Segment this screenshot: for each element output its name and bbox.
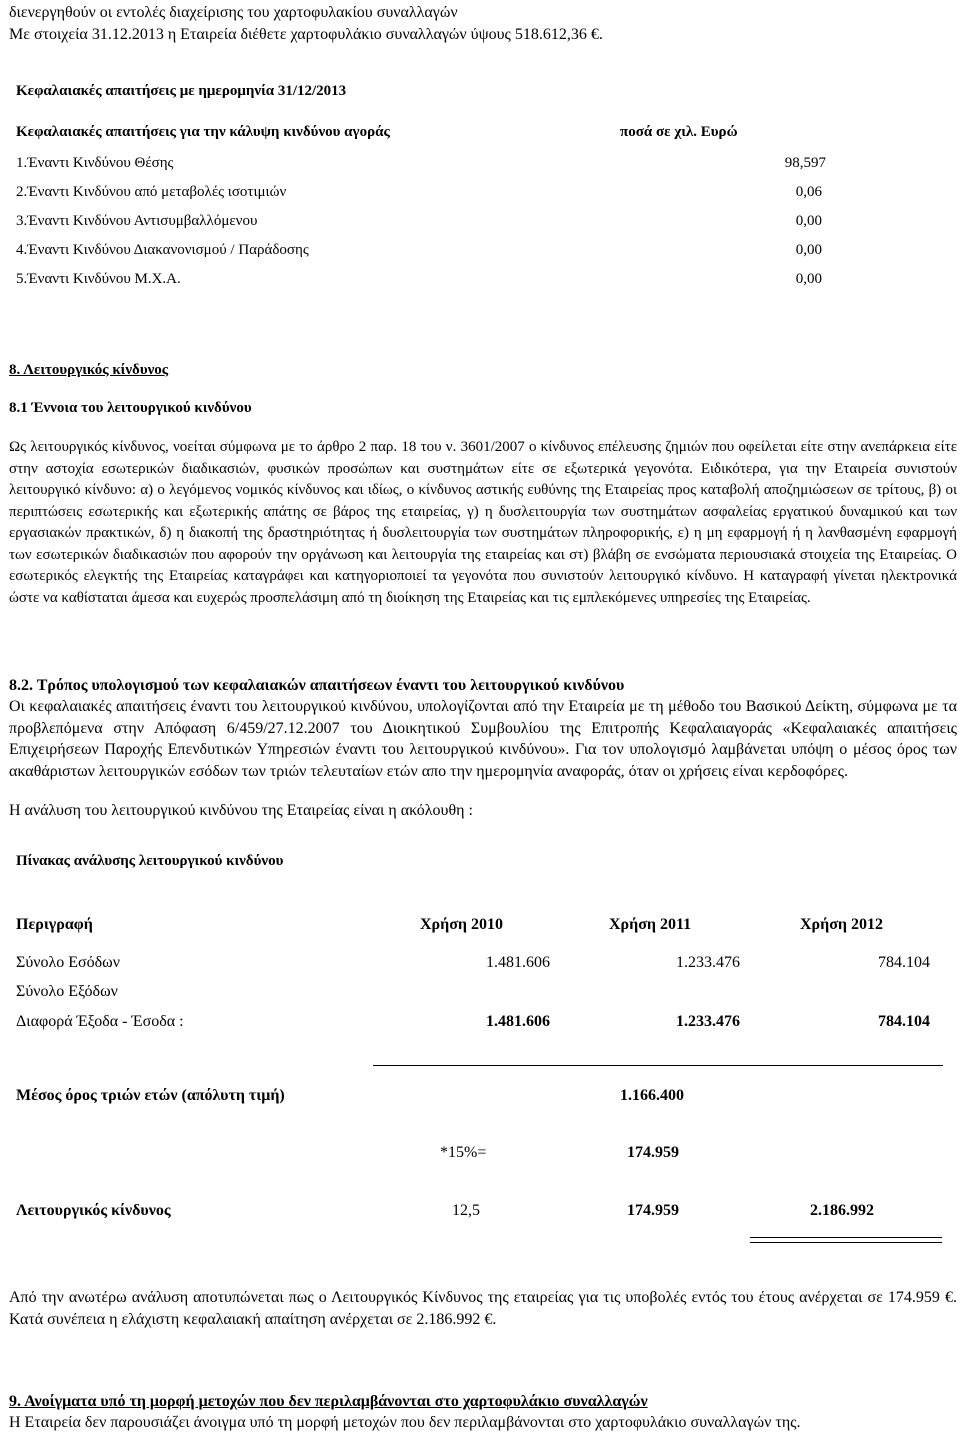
intro-line-2: Με στοιχεία 31.12.2013 η Εταιρεία διέθετε χαρτοφυλάκιο συναλλαγών ύψους 518.612,36 €. (9, 26, 603, 43)
section-8-2-paragraph: Οι κεφαλαιακές απαιτήσεις έναντι του λειτουργικού κινδύνου, υπολογίζονται από την Εταιρεία με τη μέθοδο του Βασικού Δείκτη, σύμφωνα με τα προβλεπόμενα στην Απόφαση 6/459/27.12.2007 του Διοικητικού Συμβουλίου της Επιτροπής Κεφαλαιαγοράς «Κεφαλαιακές απαιτήσεις Επιχειρήσεων Παροχής Επενδυτικών Υπηρεσιών έναντι του λειτουργικού κινδύνου». Για τον υπολογισμό λαμβάνεται υπόψη ο μέσος όρος των ακαθάριστων λειτουργικών εσόδων των τριών τελευταίων ετών απο την ημερομηνία αναφοράς, όταν οι χρήσεις είναι κερδοφόρες. (9, 698, 957, 780)
capital-row-value: 0,06 (795, 184, 822, 200)
section-8-1-paragraph (9, 437, 957, 609)
table-oprisk-result: 2.186.992 (810, 1202, 874, 1219)
section-8-1-text-a: Ως λειτουργικός κίνδυνος, νοείται σύμφωνα με το άρθρο 2 παρ. 18 του ν. 3601/2007 ο κίνδυνος επέλευσης ζημιών που οφείλεται είτε στην ανεπάρκεια είτε στην αστοχία εσωτερικών διαδικασιών, φυσικών προσώπων και συστημάτων είτε σε εξωτερικά γεγονότα. (9, 439, 957, 477)
table-row-diff-2010: 1.481.606 (486, 1013, 550, 1030)
table-oprisk-value: 174.959 (627, 1202, 679, 1219)
section-8-2-title: 8.2. Τρόπος υπολογισμού των κεφαλαιακών απαιτήσεων έναντι του λειτουργικού κινδύνου (9, 677, 625, 694)
conclusion-paragraph: Από την ανωτέρω ανάλυση αποτυπώνεται πως ο Λειτουργικός Κίνδυνος της εταιρείας για τις υποβολές εντός του έτους ανέρχεται σε 174.959 €. Κατά συνέπεια η ελάχιστη κεφαλαιακή απαίτηση ανέρχεται σε 2.186.992 €. (9, 1289, 957, 1328)
table-average-value: 1.166.400 (620, 1087, 684, 1104)
intro-line-1: διενεργηθούν οι εντολές διαχείρισης του χαρτοφυλακίου συναλλαγών (9, 4, 458, 21)
section-8-1-title: 8.1 Έννοια του λειτουργικού κινδύνου (9, 400, 252, 416)
capital-row-value: 0,00 (795, 242, 822, 258)
table-percent-label: *15%= (440, 1144, 487, 1161)
table-percent-value: 174.959 (627, 1144, 679, 1161)
table-row-diff-2011: 1.233.476 (676, 1013, 740, 1030)
capital-row-label: 1.Έναντι Κινδύνου Θέσης (16, 155, 174, 171)
capital-row-value: 0,00 (795, 271, 822, 287)
table-row-income-2011: 1.233.476 (676, 954, 740, 971)
table-title: Πίνακας ανάλυσης λειτουργικού κινδύνου (16, 853, 284, 869)
capital-row-label: 4.Έναντι Κινδύνου Διακανονισμού / Παράδοσης (16, 242, 309, 258)
table-row-expense-label: Σύνολο Εξόδων (16, 983, 118, 1000)
table-oprisk-factor: 12,5 (452, 1202, 480, 1219)
table-divider (373, 1065, 943, 1066)
capital-heading: Κεφαλαιακές απαιτήσεις με ημερομηνία 31/12/2013 (16, 83, 347, 99)
table-oprisk-label: Λειτουργικός κίνδυνος (16, 1202, 171, 1219)
table-row-income-2012: 784.104 (878, 954, 930, 971)
section-9-text: Η Εταιρεία δεν παρουσιάζει άνοιγμα υπό τη μορφή μετοχών που δεν περιλαμβάνονται στο χαρτοφυλάκιο συναλλαγών της. (9, 1414, 801, 1431)
table-row-income-2010: 1.481.606 (486, 954, 550, 971)
table-header-description: Περιγραφή (16, 916, 93, 933)
capital-row-value: 0,00 (795, 213, 822, 229)
table-row-income-label: Σύνολο Εσόδων (16, 954, 120, 971)
double-underline-top (750, 1237, 942, 1238)
double-underline-bottom (750, 1242, 942, 1243)
table-header-2011: Χρήση 2011 (609, 916, 692, 933)
capital-row-value: 98,597 (784, 155, 826, 171)
section-8-1-text-b: Ειδικότερα, για την Εταιρεία συνιστούν λειτουργικό κίνδυνο: α) ο λεγόμενος νομικός κίνδυνος και ιδίως, ο κίνδυνος αστικής ευθύνης της Εταιρείας προς καταβολή αποζημιώσεων σε τρίτους, β) οι περιπτώσεις εσωτερικής και εξωτερικής απάτης σε βάρος της εταιρείας, γ) η δυσλειτουργία των συστημάτων ασφαλείας εργατικού δυναμικού και των εργασιακών πρακτικών, δ) η διακοπή της δραστηριότητας ή δυσλειτουργία των συστημάτων πληροφορικής, ε) η μη εφαρμογή ή η λανθασμένη εφαρμογή των εσωτερικών διαδικασιών που αφορούν την οργάνωση και λειτουργία της εταιρείας και στ) βλάβη σε ενσώματα περιουσιακά στοιχεία της Εταιρείας. Ο εσωτερικός ελεγκτής της Εταιρείας καταγράφει και κατηγοριοποιεί τα γεγονότα που συνιστούν λειτουργικό κίνδυνο. Η καταγραφή γίνεται ηλεκτρονικά ώστε να καθίσταται άμεσα και ευχερώς προσπελάσιμη από τη διοίκηση της Εταιρείας και τις εμπλεκόμενες υπηρεσίες της Εταιρείας. (9, 460, 958, 606)
section-8-title: 8. Λειτουργικός κίνδυνος (9, 362, 169, 378)
capital-row-label: 2.Έναντι Κινδύνου από μεταβολές ισοτιμιών (16, 184, 287, 200)
table-header-2010: Χρήση 2010 (420, 916, 503, 933)
section-8-2-intro: Η ανάλυση του λειτουργικού κινδύνου της Εταιρείας είναι η ακόλουθη : (9, 802, 473, 819)
table-row-diff-2012: 784.104 (878, 1013, 930, 1030)
table-average-label: Μέσος όρος τριών ετών (απόλυτη τιμή) (16, 1087, 285, 1104)
table-header-2012: Χρήση 2012 (800, 916, 883, 933)
capital-row-label: 3.Έναντι Κινδύνου Αντισυμβαλλόμενου (16, 213, 258, 229)
capital-row-label: 5.Έναντι Κινδύνου Μ.Χ.Α. (16, 271, 181, 287)
section-9-title: 9. Ανοίγματα υπό τη μορφή μετοχών που δεν περιλαμβάνονται στο χαρτοφυλάκιο συναλλαγών (9, 1393, 648, 1410)
capital-subheading: Κεφαλαιακές απαιτήσεις για την κάλυψη κινδύνου αγοράς (16, 124, 390, 140)
table-row-diff-label: Διαφορά Έξοδα - Έσοδα : (16, 1013, 184, 1030)
capital-units: ποσά σε χιλ. Ευρώ (620, 124, 738, 140)
